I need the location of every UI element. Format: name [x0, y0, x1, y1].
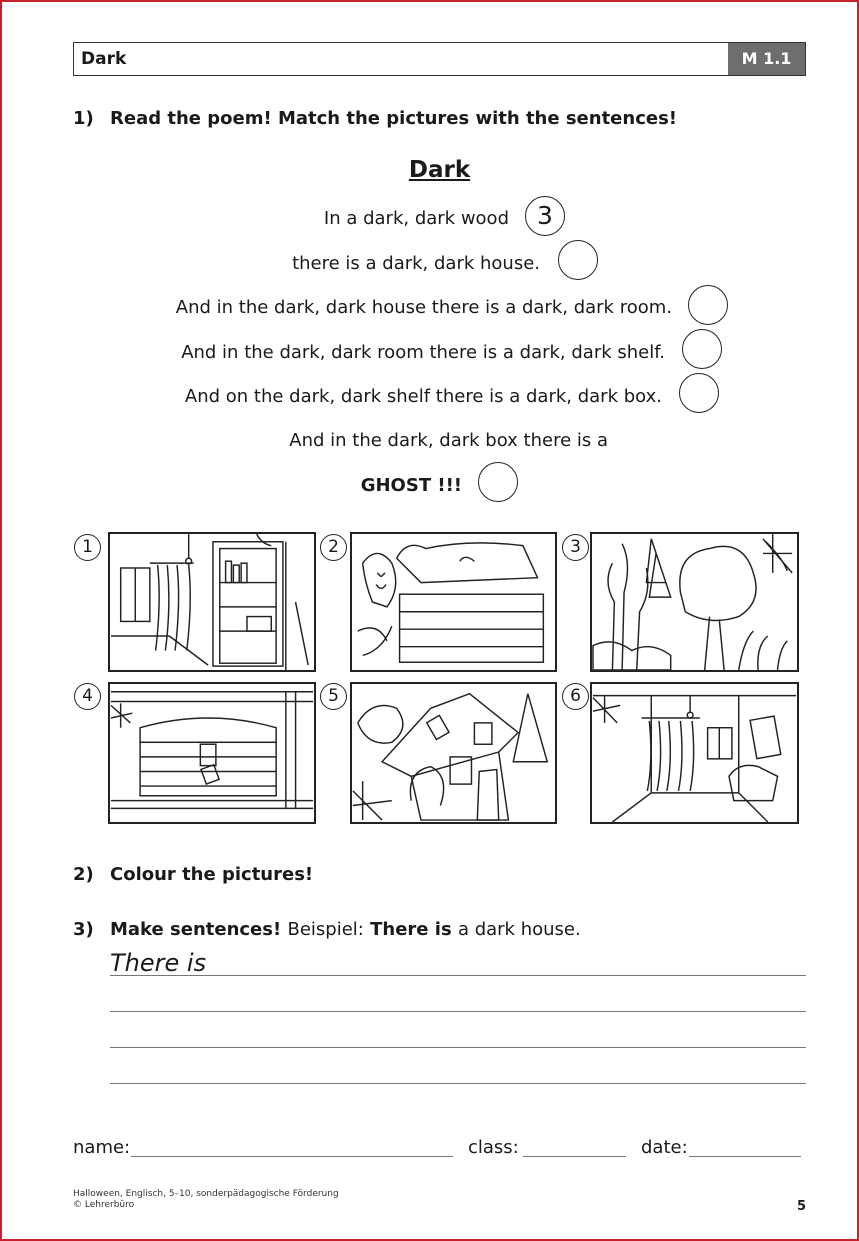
picture-number-2: 2 — [320, 534, 347, 561]
picture-number-5: 5 — [320, 683, 347, 710]
house-illustration — [352, 684, 555, 822]
picture-number-4: 4 — [74, 683, 101, 710]
shelf-room-picture — [108, 532, 316, 672]
answer-circle-1[interactable]: 3 — [525, 196, 565, 236]
header-title: Dark — [81, 49, 127, 69]
poem-line-2: there is a dark, dark house. — [292, 253, 540, 274]
name-label: name: — [73, 1137, 131, 1158]
room-picture — [590, 682, 799, 824]
box-on-shelf-picture — [108, 682, 316, 824]
house-picture — [350, 682, 557, 824]
task-3-number: 3) — [73, 919, 94, 940]
poem-line-ghost: GHOST !!! — [360, 475, 462, 496]
task-1-number: 1) — [73, 108, 94, 129]
picture-number-1: 1 — [74, 534, 101, 561]
date-label: date: — [641, 1137, 688, 1158]
footer-line-1: Halloween, Englisch, 5–10, sonderpädagogische Förderung — [73, 1189, 339, 1199]
picture-number-3: 3 — [562, 534, 589, 561]
box-on-shelf-illustration — [110, 684, 314, 822]
wood-illustration — [592, 534, 797, 670]
writing-line-3[interactable] — [110, 1047, 806, 1048]
room-illustration — [592, 684, 797, 822]
poem-line-6: And in the dark, dark box there is a — [289, 430, 608, 451]
task-1-text: Read the poem! Match the pictures with the sentences! — [110, 108, 678, 129]
task-1 — [73, 108, 677, 129]
poem-line-5: And on the dark, dark shelf there is a dark, dark box. — [184, 386, 662, 407]
name-field[interactable] — [131, 1156, 453, 1157]
task-2-text: Colour the pictures! — [110, 864, 314, 885]
ghost-box-illustration — [352, 534, 555, 670]
answer-circle-6[interactable] — [478, 462, 518, 502]
class-label: class: — [468, 1137, 519, 1158]
handwritten-answer: There is — [110, 949, 207, 977]
answer-circle-4[interactable] — [682, 329, 722, 369]
picture-number-6: 6 — [562, 683, 589, 710]
page-number: 5 — [797, 1199, 807, 1214]
writing-line-2[interactable] — [110, 1011, 806, 1012]
answer-circle-5[interactable] — [679, 373, 719, 413]
shelf-room-illustration — [110, 534, 314, 670]
task-3-example-bold: There is — [370, 919, 452, 940]
poem-title: Dark — [408, 157, 471, 183]
answer-circle-2[interactable] — [558, 240, 598, 280]
poem-line-3: And in the dark, dark house there is a dark, dark room. — [175, 297, 672, 318]
date-field[interactable] — [689, 1156, 801, 1157]
task-2 — [73, 864, 313, 885]
writing-line-4[interactable] — [110, 1083, 806, 1084]
wood-picture — [590, 532, 799, 672]
header-bar — [73, 42, 806, 76]
footer-line-2: © Lehrerbüro — [73, 1200, 135, 1210]
ghost-box-picture — [350, 532, 557, 672]
task-3 — [73, 919, 581, 940]
poem-line-1: In a dark, dark wood — [323, 208, 509, 229]
writing-line-1[interactable] — [110, 975, 806, 976]
class-field[interactable] — [523, 1156, 626, 1157]
answer-circle-3[interactable] — [688, 285, 728, 325]
poem-line-4: And in the dark, dark room there is a dark, dark shelf. — [181, 342, 665, 363]
task-2-number: 2) — [73, 864, 94, 885]
task-3-example-rest: a dark house. — [457, 919, 581, 940]
task-3-example-label: Beispiel: — [287, 919, 364, 940]
task-3-bold: Make sentences! — [110, 919, 282, 940]
header-code: M 1.1 — [728, 43, 805, 75]
footer-credits — [73, 1189, 339, 1211]
